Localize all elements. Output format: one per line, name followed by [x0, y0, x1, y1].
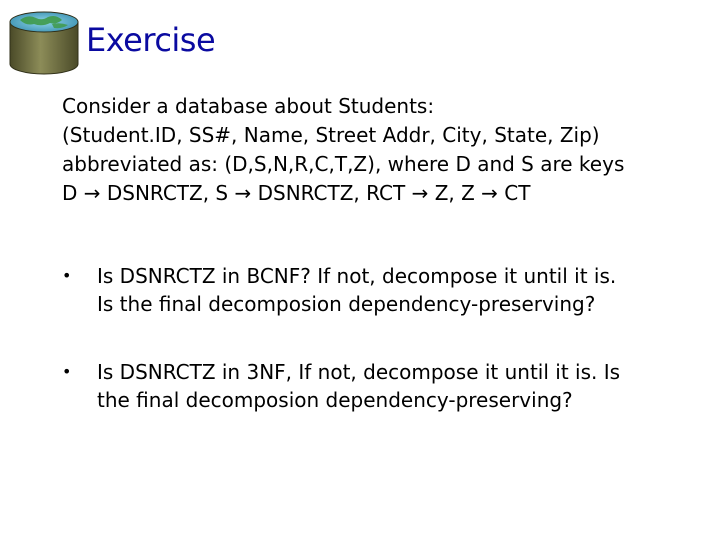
description-line: D → DSNRCTZ, S → DSNRCTZ, RCT → Z, Z → CT [62, 181, 531, 205]
question-item [62, 358, 702, 414]
bullet-icon: • [62, 266, 72, 285]
database-cylinder-icon [6, 8, 82, 76]
bullet-icon: • [62, 362, 72, 381]
description-line: Consider a database about Students: [62, 94, 435, 118]
question-list [62, 262, 702, 454]
description-line: (Student.ID, SS#, Name, Street Addr, City, State, Zip) [62, 123, 600, 147]
question-item [62, 262, 702, 318]
question-line: the final decomposion dependency-preserving? [97, 388, 573, 412]
question-line: Is DSNRCTZ in BCNF? If not, decompose it until it is. [97, 264, 617, 288]
question-line: Is DSNRCTZ in 3NF, If not, decompose it until it is. Is [97, 360, 621, 384]
description-line: abbreviated as: (D,S,N,R,C,T,Z), where D and S are keys [62, 152, 625, 176]
question-line: Is the final decomposion dependency-preserving? [97, 292, 596, 316]
exercise-description [62, 92, 712, 208]
page-title: Exercise [86, 21, 216, 59]
